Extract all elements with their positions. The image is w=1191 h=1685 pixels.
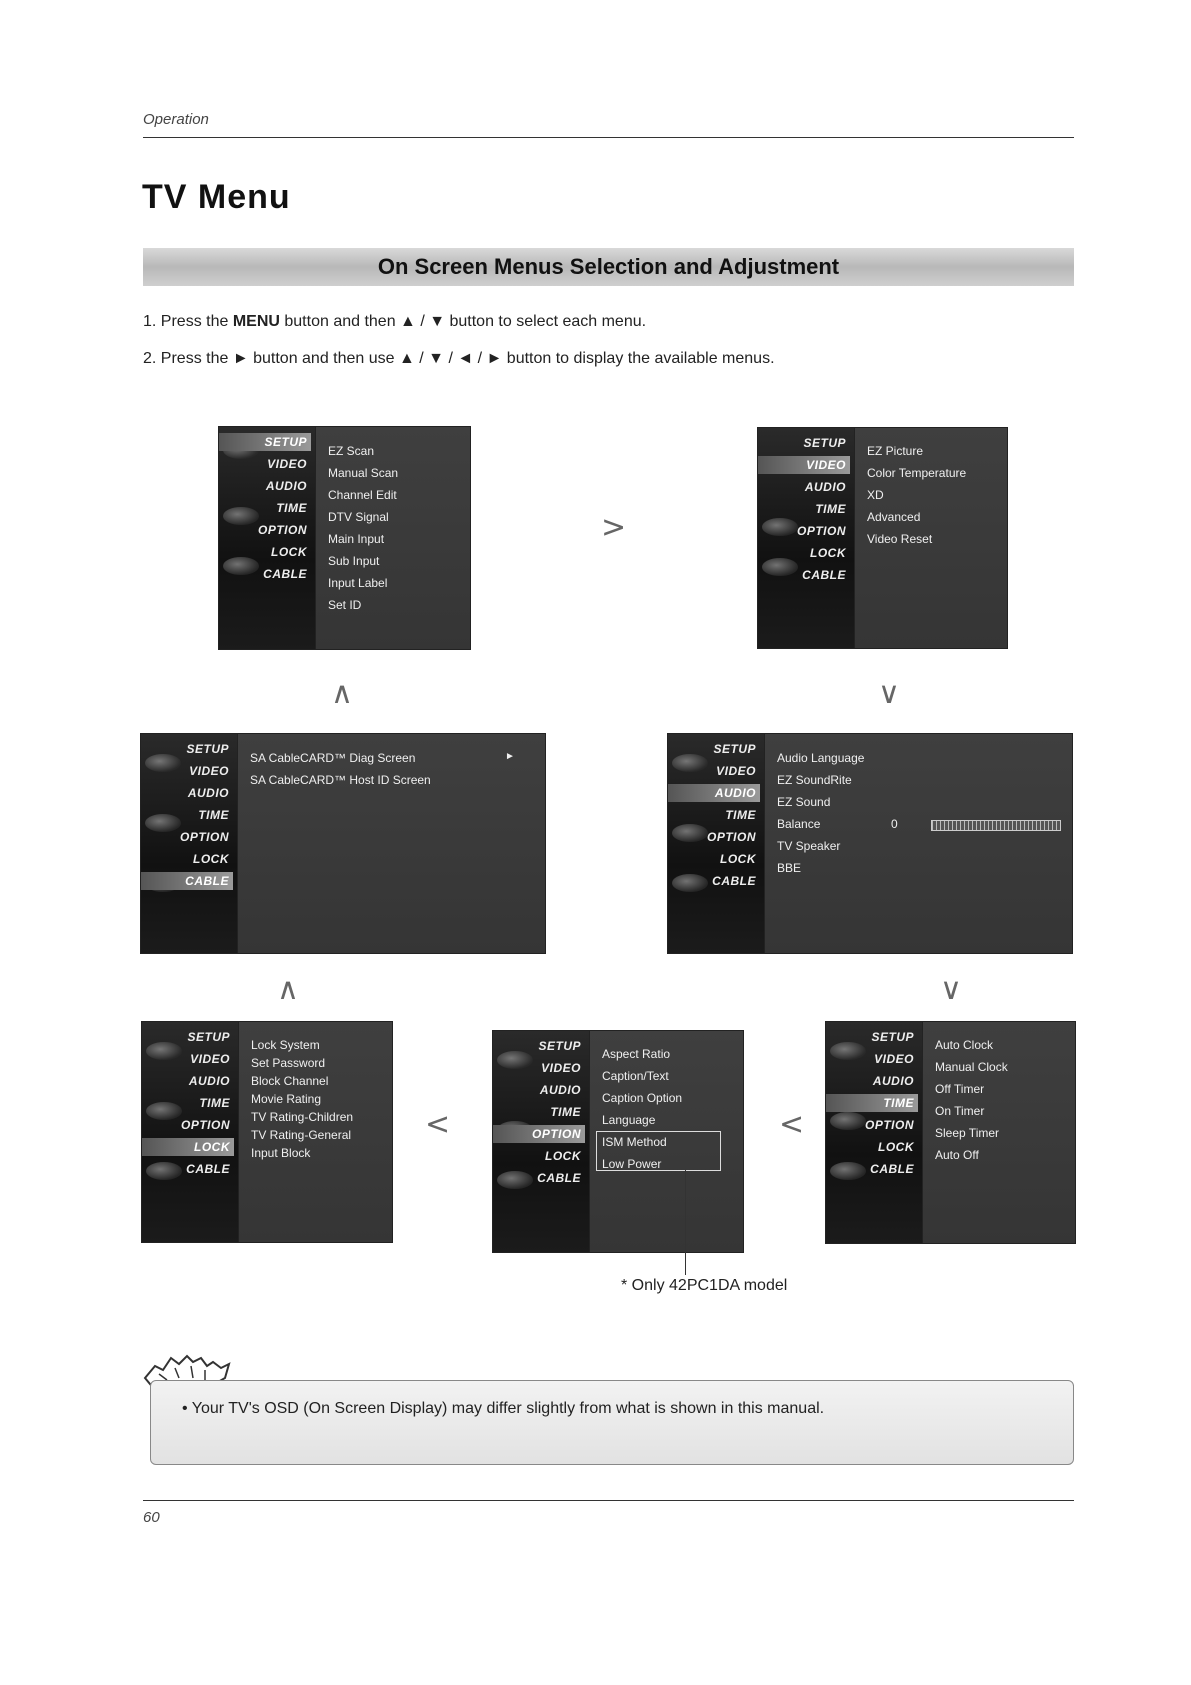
menu-item-on-timer[interactable]: On Timer [935, 1104, 985, 1118]
menu-item-off-timer[interactable]: Off Timer [935, 1082, 985, 1096]
section-title: On Screen Menus Selection and Adjustment [377, 254, 840, 279]
tab-video[interactable]: VIDEO [267, 457, 307, 471]
step1-prefix: 1. Press the [143, 313, 233, 330]
tab-audio[interactable]: AUDIO [188, 1074, 230, 1088]
tab-lock[interactable]: LOCK [720, 852, 756, 866]
menu-item-tv-speaker[interactable]: TV Speaker [777, 839, 841, 853]
balance-value: 0 [891, 817, 898, 831]
menu-item-aspect-ratio[interactable]: Aspect Ratio [602, 1047, 671, 1061]
tab-video[interactable]: VIDEO [758, 456, 850, 474]
tab-audio[interactable]: AUDIO [539, 1083, 581, 1097]
tab-cable[interactable]: CABLE [870, 1162, 914, 1176]
tab-cable[interactable]: CABLE [186, 1162, 230, 1176]
tab-setup[interactable]: SETUP [219, 433, 311, 451]
osd-time-menu [826, 1022, 1075, 1243]
tab-time[interactable]: TIME [815, 502, 846, 516]
step1-suffix: button and then ▲ / ▼ button to select each menu. [279, 313, 647, 330]
tab-option[interactable]: OPTION [493, 1125, 585, 1143]
osd-sidebar [826, 1022, 922, 1243]
note-box [150, 1380, 1074, 1465]
step1-menu-keyword: MENU [232, 313, 280, 330]
model-note: * Only 42PC1DA model [621, 1277, 788, 1294]
tab-time[interactable]: TIME [550, 1105, 581, 1119]
osd-lock-menu [142, 1022, 392, 1242]
menu-item-manual-scan[interactable]: Manual Scan [328, 466, 399, 480]
osd-sidebar [219, 427, 315, 649]
osd-menu-panel [315, 427, 470, 649]
tab-audio[interactable]: AUDIO [804, 480, 846, 494]
tab-audio[interactable]: AUDIO [265, 479, 307, 493]
osd-sidebar [141, 734, 237, 953]
menu-item-sa-cablecard-diag[interactable]: SA CableCARD™ Diag Screen [250, 751, 416, 765]
menu-item-ez-soundrite[interactable]: EZ SoundRite [777, 773, 852, 787]
menu-item-tv-rating-children[interactable]: TV Rating-Children [251, 1110, 354, 1124]
tab-option[interactable]: OPTION [180, 1118, 230, 1132]
menu-item-block-channel[interactable]: Block Channel [251, 1074, 329, 1088]
menu-item-manual-clock[interactable]: Manual Clock [935, 1060, 1008, 1074]
menu-item-xd[interactable]: XD [867, 488, 884, 502]
menu-item-lock-system[interactable]: Lock System [251, 1038, 320, 1052]
tab-time[interactable]: TIME [198, 808, 229, 822]
instruction-step-2: 2. Press the ► button and then use ▲ / ▼ / ◄ / ► button to display the available menus. [143, 350, 775, 367]
page-title: TV Menu [142, 178, 291, 216]
tab-time[interactable]: TIME [199, 1096, 230, 1110]
menu-item-main-input[interactable]: Main Input [328, 532, 385, 546]
osd-menu-panel [589, 1031, 743, 1252]
osd-menu-panel [764, 734, 1072, 953]
flow-arrow-left-icon: < [425, 1107, 451, 1142]
tab-option[interactable]: OPTION [796, 524, 846, 538]
tab-cable[interactable]: CABLE [141, 872, 233, 890]
osd-menu-panel [922, 1022, 1075, 1243]
menu-item-ism-method[interactable]: ISM Method [602, 1135, 667, 1149]
tab-cable[interactable]: CABLE [263, 567, 307, 581]
menu-item-sa-cablecard-host-id[interactable]: SA CableCARD™ Host ID Screen [250, 773, 431, 787]
tab-cable[interactable]: CABLE [537, 1171, 581, 1185]
menu-item-ez-sound[interactable]: EZ Sound [777, 795, 831, 809]
menu-item-bbe[interactable]: BBE [777, 861, 802, 875]
menu-item-set-id[interactable]: Set ID [328, 598, 362, 612]
model-highlight-box [596, 1131, 721, 1171]
tab-lock[interactable]: LOCK [810, 546, 846, 560]
tab-video[interactable]: VIDEO [190, 1052, 230, 1066]
tab-option[interactable]: OPTION [864, 1118, 914, 1132]
osd-audio-menu [668, 734, 1072, 953]
tab-lock[interactable]: LOCK [545, 1149, 581, 1163]
osd-menu-panel [854, 428, 1007, 648]
tab-audio[interactable]: AUDIO [187, 786, 229, 800]
flow-arrow-right-icon: > [601, 510, 627, 545]
menu-item-caption-text[interactable]: Caption/Text [602, 1069, 669, 1083]
tab-setup[interactable]: SETUP [186, 742, 229, 756]
flow-arrow-left-icon: < [779, 1107, 805, 1142]
tab-option[interactable]: OPTION [257, 523, 307, 537]
menu-item-language[interactable]: Language [602, 1113, 656, 1127]
tab-lock[interactable]: LOCK [142, 1138, 234, 1156]
osd-sidebar [758, 428, 854, 648]
menu-item-advanced[interactable]: Advanced [867, 510, 921, 524]
tab-video[interactable]: VIDEO [716, 764, 756, 778]
footer-rule [143, 1500, 1074, 1501]
menu-item-ez-picture[interactable]: EZ Picture [867, 444, 924, 458]
header-section-label: Operation [143, 111, 209, 128]
flow-arrow-down-icon: ∨ [940, 972, 962, 1007]
osd-sidebar [142, 1022, 238, 1242]
tab-setup[interactable]: SETUP [803, 436, 846, 450]
tab-video[interactable]: VIDEO [541, 1061, 581, 1075]
page-number: 60 [143, 1509, 160, 1526]
header-rule [143, 137, 1074, 138]
menu-item-caption-option[interactable]: Caption Option [602, 1091, 683, 1105]
section-title-bar [143, 248, 1074, 286]
tab-option[interactable]: OPTION [179, 830, 229, 844]
submenu-arrow-icon: ► [505, 751, 515, 762]
tab-audio[interactable]: AUDIO [872, 1074, 914, 1088]
callout-line [685, 1170, 686, 1275]
tab-time[interactable]: TIME [276, 501, 307, 515]
tab-audio[interactable]: AUDIO [668, 784, 760, 802]
menu-item-auto-off[interactable]: Auto Off [935, 1148, 979, 1162]
flow-arrow-down-icon: ∨ [878, 676, 900, 711]
osd-sidebar [668, 734, 764, 953]
tab-video[interactable]: VIDEO [874, 1052, 914, 1066]
tab-setup[interactable]: SETUP [713, 742, 756, 756]
osd-option-menu [493, 1031, 743, 1252]
menu-item-balance[interactable]: Balance [777, 817, 821, 831]
flow-arrow-up-icon: ∧ [277, 972, 299, 1007]
osd-setup-menu [219, 427, 470, 649]
osd-menu-panel [238, 1022, 392, 1242]
tab-setup[interactable]: SETUP [187, 1030, 230, 1044]
tab-video[interactable]: VIDEO [189, 764, 229, 778]
tab-time[interactable]: TIME [826, 1094, 918, 1112]
menu-item-low-power[interactable]: Low Power [602, 1157, 662, 1171]
tab-setup[interactable]: SETUP [538, 1039, 581, 1053]
note-text: • Your TV's OSD (On Screen Display) may differ slightly from what is shown in this manual. [182, 1400, 825, 1417]
menu-item-audio-language[interactable]: Audio Language [777, 751, 865, 765]
tab-lock[interactable]: LOCK [878, 1140, 914, 1154]
menu-item-sleep-timer[interactable]: Sleep Timer [935, 1126, 1000, 1140]
osd-sidebar [493, 1031, 589, 1252]
menu-item-auto-clock[interactable]: Auto Clock [935, 1038, 994, 1052]
osd-menu-panel [237, 734, 545, 953]
tab-time[interactable]: TIME [725, 808, 756, 822]
menu-item-video-reset[interactable]: Video Reset [867, 532, 933, 546]
osd-video-menu [758, 428, 1007, 648]
menu-item-sub-input[interactable]: Sub Input [328, 554, 380, 568]
menu-item-movie-rating[interactable]: Movie Rating [251, 1092, 322, 1106]
menu-item-input-block[interactable]: Input Block [251, 1146, 311, 1160]
instruction-step-1 [143, 313, 646, 331]
tab-cable[interactable]: CABLE [802, 568, 846, 582]
menu-item-input-label[interactable]: Input Label [328, 576, 388, 590]
menu-item-tv-rating-general[interactable]: TV Rating-General [251, 1128, 352, 1142]
osd-cable-menu [141, 734, 545, 953]
menu-item-ez-scan[interactable]: EZ Scan [328, 444, 375, 458]
tab-setup[interactable]: SETUP [871, 1030, 914, 1044]
balance-slider[interactable] [931, 820, 1061, 831]
menu-item-dtv-signal[interactable]: DTV Signal [328, 510, 389, 524]
menu-item-channel-edit[interactable]: Channel Edit [328, 488, 397, 502]
tab-lock[interactable]: LOCK [271, 545, 307, 559]
tab-lock[interactable]: LOCK [193, 852, 229, 866]
flow-arrow-up-icon: ∧ [331, 676, 353, 711]
tab-option[interactable]: OPTION [706, 830, 756, 844]
tab-cable[interactable]: CABLE [712, 874, 756, 888]
menu-item-set-password[interactable]: Set Password [251, 1056, 326, 1070]
menu-item-color-temperature[interactable]: Color Temperature [867, 466, 967, 480]
